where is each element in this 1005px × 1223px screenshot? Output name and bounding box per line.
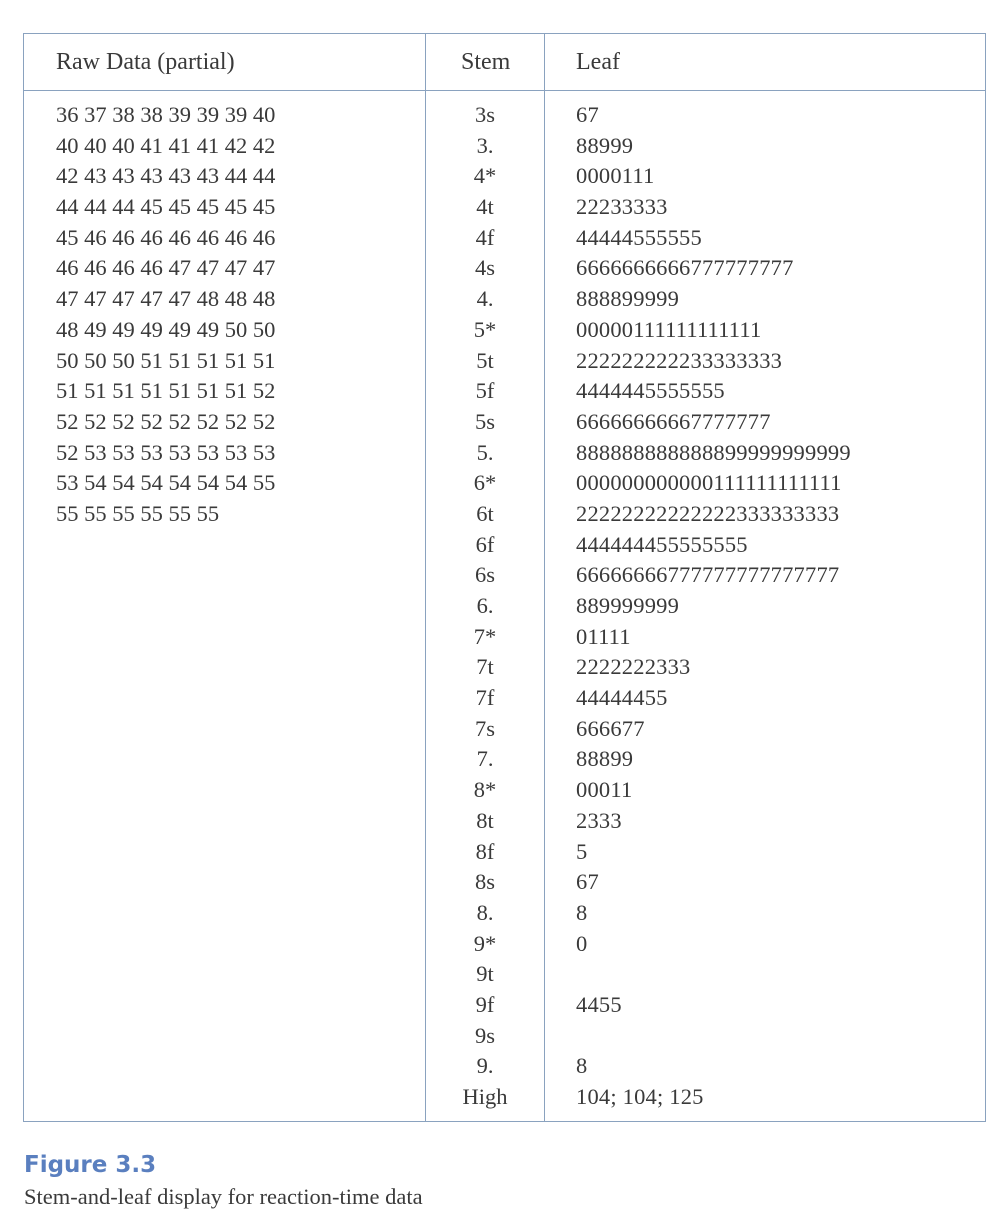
leaf-cell: 2222222333 [576, 654, 691, 680]
stem-cell: 9* [473, 930, 497, 956]
table-row [24, 714, 985, 745]
table-row [24, 346, 985, 377]
stem-cell: 4* [473, 163, 497, 189]
table-row [24, 192, 985, 223]
leaf-cell: 00000111111111111 [576, 316, 762, 342]
leaf-cell: 104; 104; 125 [576, 1084, 704, 1109]
stem-cell: 8s [474, 869, 495, 895]
raw-data-line: 36 37 38 38 39 39 39 40 [56, 102, 276, 127]
table-row [24, 806, 985, 837]
leaf-cell: 8 [576, 1053, 588, 1079]
leaf-cell: 22222222222222333333333 [576, 500, 840, 526]
leaf-cell: 66666666667777777 [576, 408, 771, 434]
stem-cell: 9. [476, 1053, 494, 1079]
stem-cell: 4s [474, 255, 495, 281]
header-stem: Stem [461, 49, 511, 75]
raw-data-line: 51 51 51 51 51 51 51 52 [56, 378, 276, 404]
table-row [24, 959, 985, 990]
stem-cell: 8f [475, 838, 495, 864]
table-row [24, 100, 985, 131]
leaf-cell: 2333 [576, 807, 622, 833]
figure-label: Figure 3.3 [24, 1152, 157, 1178]
stem-cell: 9s [474, 1022, 495, 1048]
stem-cell: 7* [473, 623, 497, 649]
table-row [24, 744, 985, 775]
table-row [24, 990, 985, 1021]
leaf-cell: 4444445555555 [576, 378, 725, 404]
leaf-cell: 0000111 [576, 163, 655, 189]
table-row [24, 161, 985, 192]
leaf-cell: 666677 [576, 715, 645, 741]
leaf-cell: 44444555555 [576, 224, 702, 250]
stem-cell: 6f [475, 531, 495, 557]
raw-data-line: 42 43 43 43 43 43 44 44 [56, 163, 276, 189]
stem-cell: 8t [476, 807, 494, 833]
stem-cell: 6s [474, 562, 495, 588]
raw-data-line: 44 44 44 45 45 45 45 45 [56, 194, 276, 220]
raw-data-line: 53 54 54 54 54 54 54 55 [56, 470, 276, 496]
leaf-cell: 88999 [576, 132, 634, 158]
table-row [24, 560, 985, 591]
leaf-cell: 6666666666777777777 [576, 255, 794, 281]
stem-cell: 3. [476, 132, 494, 158]
leaf-cell: 44444455 [576, 685, 668, 711]
table-row [24, 867, 985, 898]
stem-cell: 9f [475, 991, 495, 1017]
stem-cell: 9t [476, 961, 494, 987]
table-row [24, 591, 985, 622]
leaf-cell: 66666666777777777777777 [576, 562, 840, 588]
raw-data-line: 45 46 46 46 46 46 46 46 [56, 224, 276, 250]
table-row [24, 407, 985, 438]
stem-leaf-rows [24, 100, 985, 1113]
leaf-cell: 22233333 [576, 194, 668, 220]
stem-cell: 5t [476, 347, 494, 373]
stem-cell: 8* [473, 777, 497, 803]
raw-data-line: 55 55 55 55 55 55 [56, 500, 220, 526]
stem-cell: 5. [476, 439, 494, 465]
header-leaf: Leaf [576, 49, 620, 75]
stem-leaf-table [23, 33, 986, 1122]
raw-data-line: 47 47 47 47 47 48 48 48 [56, 286, 276, 312]
header-raw-data: Raw Data (partial) [56, 49, 235, 75]
table-row [24, 284, 985, 315]
leaf-cell: 67 [576, 102, 599, 127]
stem-cell: 5f [475, 378, 495, 404]
stem-cell: 6t [476, 500, 494, 526]
table-row [24, 223, 985, 254]
leaf-cell: 4455 [576, 991, 622, 1017]
leaf-cell: 0 [576, 930, 588, 956]
leaf-cell: 888888888888899999999999 [576, 439, 851, 465]
table-row [24, 898, 985, 929]
raw-data-line: 46 46 46 46 47 47 47 47 [56, 255, 276, 281]
leaf-cell: 000000000000111111111111 [576, 470, 842, 496]
stem-cell: 7. [476, 746, 494, 772]
leaf-cell: 444444455555555 [576, 531, 748, 557]
stem-cell: 5* [473, 316, 497, 342]
stem-cell: 6* [473, 470, 497, 496]
leaf-cell: 222222222233333333 [576, 347, 783, 373]
table-row [24, 376, 985, 407]
header-rule [24, 90, 985, 91]
table-row [24, 499, 985, 530]
stem-cell: 7t [476, 654, 494, 680]
table-row [24, 837, 985, 868]
stem-cell: 4f [475, 224, 495, 250]
table-row [24, 652, 985, 683]
raw-data-line: 52 53 53 53 53 53 53 53 [56, 439, 276, 465]
table-row [24, 622, 985, 653]
table-row [24, 1021, 985, 1052]
stem-cell: 4t [476, 194, 494, 220]
table-row [24, 1051, 985, 1082]
leaf-cell: 00011 [576, 777, 633, 803]
raw-data-line: 40 40 40 41 41 41 42 42 [56, 132, 276, 158]
stem-cell: 6. [476, 593, 494, 618]
leaf-cell: 889999999 [576, 593, 680, 618]
figure-caption: Stem-and-leaf display for reaction-time data [24, 1184, 423, 1209]
stem-cell: 7s [474, 715, 495, 741]
table-row [24, 683, 985, 714]
leaf-cell: 888899999 [576, 286, 680, 312]
leaf-cell: 88899 [576, 746, 634, 772]
leaf-cell: 5 [576, 838, 588, 864]
table-row [24, 929, 985, 960]
table-row [24, 438, 985, 469]
table-row [24, 253, 985, 284]
stem-cell: 5s [474, 408, 495, 434]
leaf-cell: 01111 [576, 623, 631, 649]
table-row [24, 468, 985, 499]
stem-cell: 8. [476, 899, 494, 925]
table-row [24, 530, 985, 561]
leaf-cell: 67 [576, 869, 599, 895]
stem-cell: High [462, 1084, 508, 1109]
leaf-cell: 8 [576, 899, 588, 925]
stem-cell: 7f [475, 685, 495, 711]
stem-cell: 3s [474, 102, 495, 127]
stem-cell: 4. [476, 286, 494, 312]
raw-data-line: 52 52 52 52 52 52 52 52 [56, 408, 276, 434]
table-row [24, 1082, 985, 1113]
raw-data-line: 50 50 50 51 51 51 51 51 [56, 347, 276, 373]
raw-data-line: 48 49 49 49 49 49 50 50 [56, 316, 276, 342]
table-row [24, 315, 985, 346]
table-row [24, 775, 985, 806]
table-row [24, 131, 985, 162]
